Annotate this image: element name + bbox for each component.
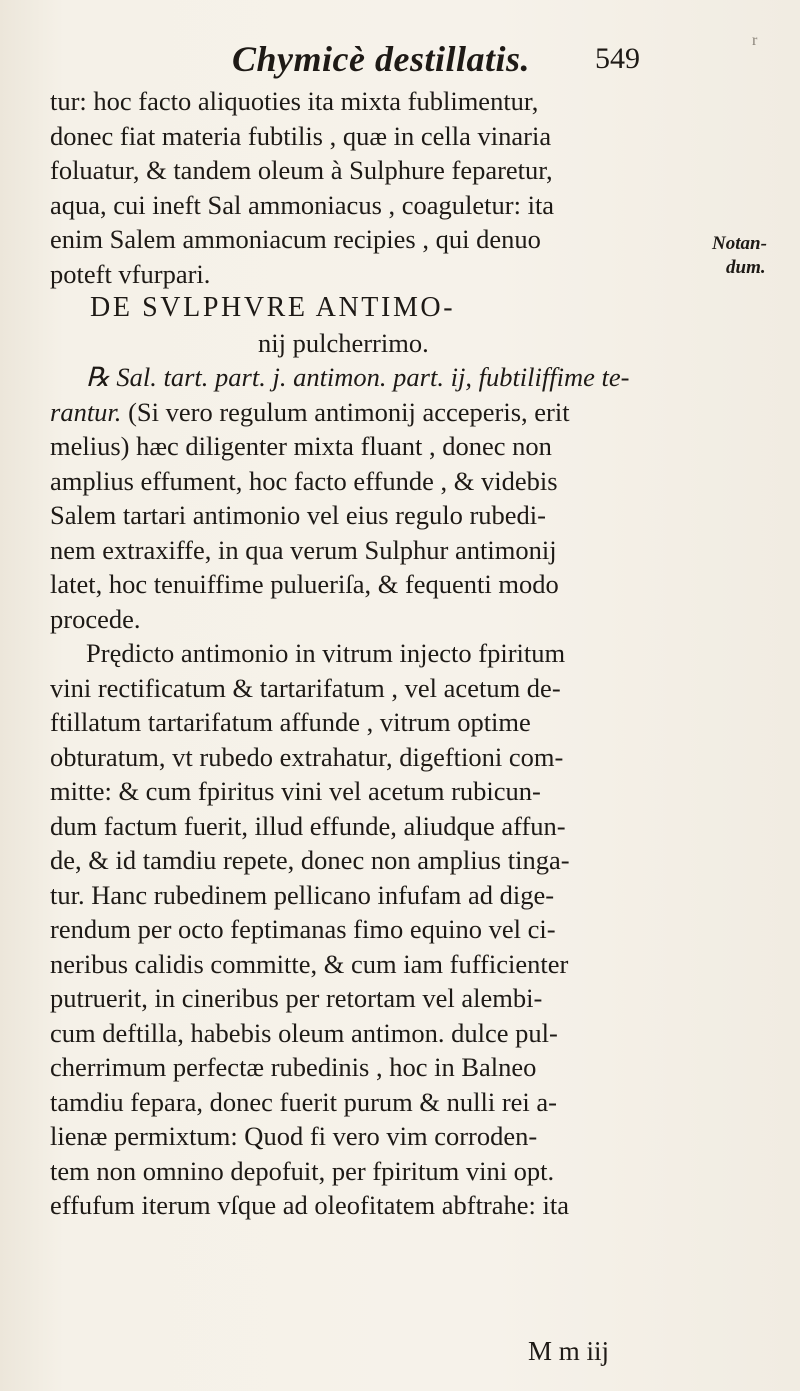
page-number: 549 [595, 42, 640, 75]
corner-mark: r [752, 32, 758, 49]
text-line: putruerit, in cineribus per retortam vel alembi- [50, 983, 543, 1013]
text-line: Prędicto antimonio in vitrum injecto fpiritum [86, 638, 566, 668]
text-line: amplius effument, hoc facto effunde , & videbis [50, 465, 558, 496]
text-line: rendum per octo feptimanas fimo equino vel ci- [50, 914, 556, 944]
text-line: melius) hæc diligenter mixta fluant , donec non [50, 431, 552, 461]
text-line: cherrimum perfectæ rubedinis , hoc in Balneo [50, 1052, 537, 1082]
section-heading: DE SVLPHVRE ANTIMO- [90, 292, 456, 323]
text-line-inline: (Si vero regulum antimonij acceperis, erit [128, 396, 570, 427]
text-line: tamdiu fepara, donec fuerit purum & nulli rei a- [50, 1086, 557, 1117]
signature-mark: M m iij [528, 1336, 610, 1366]
page-header [0, 28, 800, 78]
margin-note [712, 232, 767, 280]
text-line: vini rectificatum & tartarifatum , vel acetum de- [50, 672, 561, 703]
recipe-end: rantur. [50, 396, 122, 427]
running-title: Chymicè destillatis. [232, 39, 530, 79]
text-line: aqua, cui ineft Sal ammoniacus , coaguletur: ita [50, 189, 555, 220]
text-line: Salem tartari antimonio vel eius regulo rubedi- [50, 500, 546, 530]
text-line: poteft vfurpari. [50, 258, 211, 289]
text-line: donec fiat materia fubtilis , quæ in cella vinaria [50, 120, 552, 151]
text-line: cum deftilla, habebis oleum antimon. dulce pul- [50, 1017, 558, 1048]
text-line: tem non omnino depofuit, per fpiritum vini opt. [50, 1155, 555, 1186]
text-line: nem extraxiffe, in qua verum Sulphur antimonij [50, 534, 557, 565]
text-line: obturatum, vt rubedo extrahatur, digeftioni com- [50, 741, 564, 772]
margin-note-line: dum. [726, 257, 766, 278]
text-line: lienæ permixtum: Quod fi vero vim corroden- [50, 1121, 538, 1151]
text-line: dum factum fuerit, illud effunde, aliudque affun- [50, 810, 566, 841]
text-line: procede. [50, 603, 141, 634]
body-text [50, 84, 698, 1223]
text-line: latet, hoc tenuiffime pulueriſa, & fequenti modo [50, 569, 559, 599]
text-line: neribus calidis committe, & cum iam fufficienter [50, 948, 569, 979]
recipe-continuation [50, 395, 698, 430]
text-line: ftillatum tartarifatum affunde , vitrum optime [50, 707, 531, 737]
text-line: effufum iterum vſque ad oleofitatem abftrahe: ita [50, 1190, 570, 1220]
text-line: mitte: & cum fpiritus vini vel acetum rubicun- [50, 776, 541, 806]
text-line: enim Salem ammoniacum recipies , qui denuo [50, 224, 541, 254]
margin-note-line: Notan- [712, 233, 767, 254]
section-subheading: nij pulcherrimo. [258, 327, 429, 358]
text-line: foluatur, & tandem oleum à Sulphure feparetur, [50, 155, 553, 185]
text-line: tur. Hanc rubedinem pellicano infufam ad dige- [50, 879, 555, 910]
text-line: de, & id tamdiu repete, donec non amplius tinga- [50, 845, 570, 875]
text-line: tur: hoc facto aliquoties ita mixta fublimentur, [50, 86, 539, 116]
recipe-line: ℞ Sal. tart. part. j. antimon. part. ij, fubtiliffime te- [86, 362, 630, 392]
